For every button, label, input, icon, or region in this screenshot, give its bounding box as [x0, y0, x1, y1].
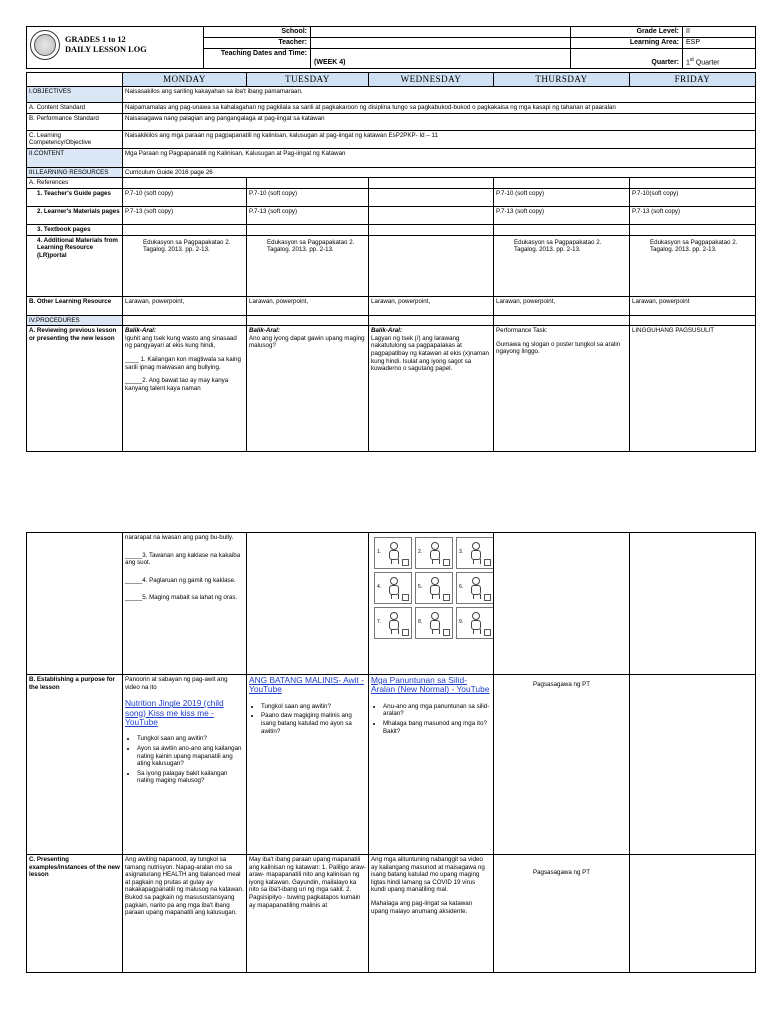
quarter-value: 1st Quarter: [683, 49, 756, 69]
content-standard-label: A. Content Standard: [27, 103, 123, 114]
dates-label: Teaching Dates and Time:: [204, 49, 311, 69]
reviewing-thu-text2: Gumawa ng slogan o poster tungkol sa aralin ngayong linggo.: [496, 340, 621, 356]
panuntunan-link[interactable]: Mga Panuntunan sa Silid-Aralan (New Normal) - YouTube: [371, 675, 490, 695]
reviewing-tue-text: Ano ang iyong dapat gawin upang maging malusog?: [249, 334, 365, 350]
reviewing-tue: [247, 326, 369, 452]
additional-thu: Edukasyon sa Pagpapakatao 2. Tagalog. 2013. pp. 2-13.: [494, 235, 630, 296]
picture-item: 8.: [415, 607, 453, 639]
page-1: [26, 26, 755, 452]
question-item: • Tungkol saan ang awitin?: [137, 735, 244, 743]
resources-text: Curriculum Guide 2016 page 26: [123, 167, 756, 178]
lm-fri: P.7-13 (soft copy): [630, 206, 756, 224]
tg-fri: P.7-10(soft copy): [630, 188, 756, 206]
reviewing-label: A. Reviewing previous lesson or presenting the new lesson: [27, 326, 123, 452]
references-label: A. References: [27, 178, 123, 189]
tg-mon: P.7-10 (soft copy): [123, 188, 247, 206]
presenting-wed: [369, 855, 494, 973]
performance-standard-label: B. Performance Standard: [27, 113, 123, 130]
reviewing-mon-item2: _____2. Ang bawat tao ay may kanya kanyang talent kaya naman: [125, 377, 229, 392]
procedures-label: IV.PROCEDURES: [27, 315, 123, 326]
corner-cell: [27, 73, 123, 87]
establishing-tue: [247, 675, 369, 855]
day-tuesday: TUESDAY: [247, 73, 369, 87]
header-table: [26, 26, 756, 69]
batang-malinis-link[interactable]: ANG BATANG MALINIS- Awit - YouTube: [249, 675, 364, 695]
reviewing-tue-title: Balik-Aral:: [249, 327, 280, 335]
competency-label: C. Learning Competency/Objective: [27, 130, 123, 148]
nutrition-jingle-link[interactable]: Nutrition Jingle 2019 (child song) Kiss me kiss me - YouTube: [125, 698, 224, 727]
teacher-label: Teacher:: [204, 38, 311, 49]
lesson-log-table: [26, 72, 756, 452]
lm-mon: P.7-13 (soft copy): [123, 206, 247, 224]
reviewing-fri: LINGGUHANG PAGSUSULIT: [630, 326, 756, 452]
picture-item: 2.: [415, 537, 453, 569]
title-line2: DAILY LESSON LOG: [65, 45, 147, 54]
resources-label: III.LEARNING RESOURCES: [27, 167, 123, 178]
day-monday: MONDAY: [123, 73, 247, 87]
presenting-mon: Ang awiting napanood, ay tungkol sa tamang nutrisyon. Napag-aralan mo sa asignaturang HEALTH ang balanced meal at pagkain ng prutas at gulay ay nakakapagpanatili ng malusog na katawan. Bukod sa pagkain ng masusustansyang pagkain, narito pa ang mga iba't ibang paraan upang mapanatili ang kalusugan.: [123, 855, 247, 973]
picture-item: 1.: [374, 537, 412, 569]
lm-tue: P.7-13 (soft copy): [247, 206, 369, 224]
day-wednesday: WEDNESDAY: [369, 73, 494, 87]
dates-value: (WEEK 4): [311, 49, 571, 69]
picture-item: 3.: [456, 537, 494, 569]
picture-item: 4.: [374, 572, 412, 604]
objectives-label: I.OBJECTIVES: [27, 87, 123, 103]
reviewing-thu-text1: Performance Task:: [496, 327, 548, 335]
area-value: ESP: [683, 38, 756, 49]
question-item: • Tungkol saan ang awitin?: [261, 703, 366, 711]
performance-standard-text: Naisasagawa nang palagian ang pangangalaga at pag-iingat sa katawan: [123, 113, 756, 130]
question-item: • Sa iyong palagay bakit kailangan nating maging malusog?: [137, 770, 244, 785]
tg-tue: P.7-10 (soft copy): [247, 188, 369, 206]
deped-seal-icon: [30, 30, 60, 60]
school-label: School:: [204, 27, 311, 38]
page-2: [26, 532, 755, 973]
content-standard-text: Naipamamalas ang pag-unawa sa kahalagahan ng pagkilala sa sarili at pagkakaroon ng disiplina tungo sa pagkabukod-bukod o pagkakaisa ng mga kasapi ng tahanan at paaralan: [123, 103, 756, 114]
establishing-mon-intro: Panoorin at sabayan ng pag-awit ang video na ito: [125, 676, 228, 691]
school-value: [311, 27, 571, 38]
other-label: B. Other Learning Resource: [27, 296, 123, 315]
question-item: • Anu-ano ang mga panuntunan sa silid-aralan?: [383, 703, 491, 718]
reviewing-cont-wed: [369, 533, 494, 675]
reviewing-wed-text: Lagyan ng tsek (/) ang larawang nakatutulong sa pagpapalakas at pagpapatibay ng katawan at ekis (x)naman kung hindi. Isulat ang iyong sagot sa kuwaderno o sagutang papel.: [371, 334, 489, 373]
additional-fri: Edukasyon sa Pagpapakatao 2. Tagalog. 2013. pp. 2-13.: [630, 235, 756, 296]
reviewing-cont-item5: _____5. Maging mabait sa lahat ng oras.: [125, 594, 238, 602]
establishing-wed-questions: [383, 703, 491, 735]
day-thursday: THURSDAY: [494, 73, 630, 87]
additional-label: 4. Additional Materials from Learning Resource (LR)portal: [27, 235, 123, 296]
other-wed: Larawan, powerpoint,: [369, 296, 494, 315]
reviewing-mon-item1: ____ 1. Kailangan kon magtiwala sa kaing sarili ipnag maiwasan ang bullying.: [125, 355, 241, 371]
title-block: [27, 27, 204, 69]
presenting-tue: May iba't ibang paraan upang mapanatili ang kalinisan ng katawan: 1. Paliligo araw-araw- mapapanatili nito ang kalinisan ng iyong katawan. Gayundin, mailalayo ka nito sa iba't-ibang uri ng mga sakit. 2. Pagsisipilyo - tuwing pagkatapos kumain ay mapapanatiling malinis at: [247, 855, 369, 973]
presenting-wed-text1: Ang mga alituntuning nabanggit sa video ay kailangang masunod at maisagawa ng isang batang katulad mo upang maging ligtas hindi lamang sa COVID 19 virus kundi upang manatiling mal.: [371, 856, 485, 894]
reviewing-cont-item4: _____4. Paglaruan ng gamit ng kaklase.: [125, 576, 236, 584]
reviewing-cont-line: nararapat na iwasan ang pang bu-bully.: [125, 534, 234, 541]
tg-label: 1. Teacher's Guide pages: [27, 188, 123, 206]
presenting-thu: Pagsasagawa ng PT: [494, 855, 630, 973]
question-item: • Paano daw magiging malinis ang isang batang katulad mo ayon sa awitin?: [261, 712, 366, 735]
other-thu: Larawan, powerpoint,: [494, 296, 630, 315]
additional-mon: Edukasyon sa Pagpapakatao 2. Tagalog. 2013. pp. 2-13.: [123, 235, 247, 296]
reviewing-cont-item3: _____3. Tawanan ang kaklase na kakaiba ang suot.: [125, 551, 241, 567]
day-friday: FRIDAY: [630, 73, 756, 87]
lesson-log-table-cont: [26, 532, 756, 973]
establishing-label: B. Establishing a purpose for the lesson: [27, 675, 123, 855]
lm-thu: P.7-13 (soft copy): [494, 206, 630, 224]
presenting-label: C. Presenting examples/instances of the new lesson: [27, 855, 123, 973]
additional-tue: Edukasyon sa Pagpapakatao 2. Tagalog. 2013. pp. 2-13.: [247, 235, 369, 296]
question-item: • Mhalaga bang masunod ang mga ito? Bakit?: [383, 720, 491, 735]
content-text: Mga Paraan ng Pagpapanatili ng Kalinisan, Kalusugan at Pag-iingat ng Katawan: [123, 148, 756, 167]
tg-thu: P.7-10 (soft copy): [494, 188, 630, 206]
picture-item: 5.: [415, 572, 453, 604]
reviewing-mon: [123, 326, 247, 452]
lm-wed: [369, 206, 494, 224]
other-tue: Larawan, powerpoint,: [247, 296, 369, 315]
lm-label: 2. Learner's Materials pages: [27, 206, 123, 224]
presenting-wed-text2: Mahalaga ang pag-iingat sa katawan upang malayo anumang aksidente.: [371, 899, 473, 915]
title-line1: GRADES 1 to 12: [65, 35, 126, 44]
objectives-text: Naisasakilos ang sariling kakayahan sa iba't ibang pamamaraan.: [123, 87, 756, 103]
question-item: • Ayon sa awitin ano-ano ang kailangan nating kainin upang mapanatili ang ating kalusugan?: [137, 745, 244, 768]
quarter-label: Quarter:: [571, 49, 683, 69]
establishing-mon-questions: [137, 735, 244, 785]
grade-value: II: [683, 27, 756, 38]
reviewing-mon-title: Balik-Aral:: [125, 327, 156, 335]
picture-item: 9.: [456, 607, 494, 639]
other-fri: Larawan, powerpoint: [630, 296, 756, 315]
reviewing-mon-text: Iguhit ang tsek kung wasto ang sinasaad ng pangyayari at ekis kung hindi,: [125, 334, 237, 350]
grade-label: Grade Level:: [571, 27, 683, 38]
reviewing-thu: [494, 326, 630, 452]
additional-wed: [369, 235, 494, 296]
establishing-mon: [123, 675, 247, 855]
establishing-wed: [369, 675, 494, 855]
establishing-thu: Pagsasagawa ng PT: [494, 675, 630, 855]
teacher-value: [311, 38, 571, 49]
picture-item: 6.: [456, 572, 494, 604]
reviewing-cont-mon: [123, 533, 247, 675]
textbook-label: 3. Textbook pages: [27, 224, 123, 235]
content-label: II.CONTENT: [27, 148, 123, 167]
area-label: Learning Area:: [571, 38, 683, 49]
reviewing-wed: [369, 326, 494, 452]
establishing-tue-questions: [261, 703, 366, 735]
tg-wed: [369, 188, 494, 206]
other-mon: Larawan, powerpoint,: [123, 296, 247, 315]
picture-item: 7.: [374, 607, 412, 639]
competency-text: Naisakikilos ang mga paraan ng pagpapanatili ng kalinisan, kalusugan at pag-iingat ng katawan EsP2PKP- Id – 11: [123, 130, 756, 148]
health-pictures-grid: [374, 537, 491, 639]
reviewing-wed-title: Balik-Aral:: [371, 327, 402, 335]
